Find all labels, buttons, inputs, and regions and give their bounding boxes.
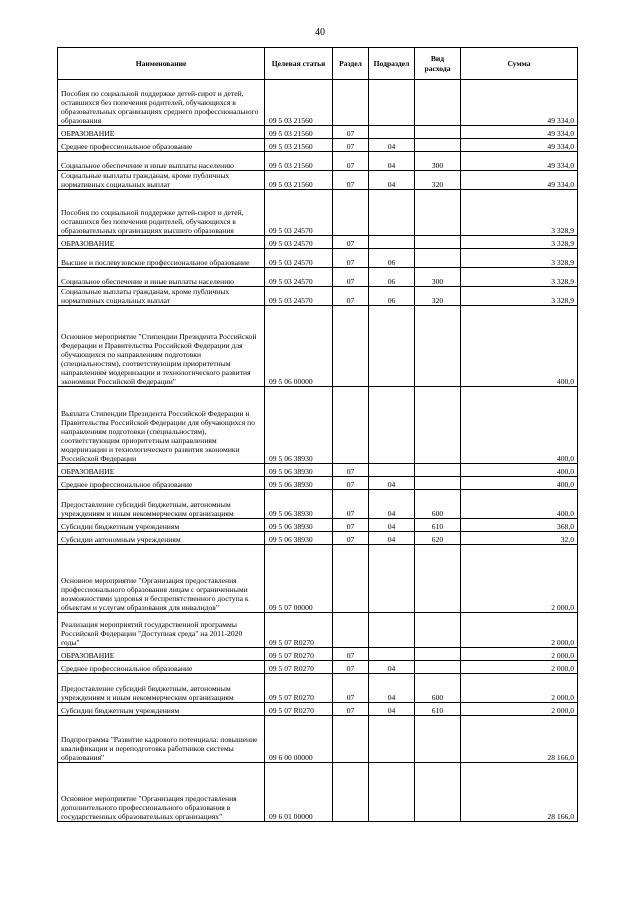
table-cell-subsection: 04	[369, 674, 415, 703]
table-cell-expense-type	[415, 763, 461, 822]
table-cell-name: Основное мероприятие "Стипендии Президента Российской Федерации и Правительства Российской Федерации для обучающихся по направлениям подготовки (специальностям), соответствующим приоритетным направлениям модернизации и технологического развития экономики Российской Федерации"	[58, 306, 265, 387]
table-cell-section	[333, 545, 369, 613]
table-cell-subsection: 04	[369, 703, 415, 716]
table-cell-expense-type	[415, 648, 461, 661]
table-cell-subsection	[369, 236, 415, 249]
table-row	[58, 236, 578, 249]
table-cell-article: 09 5 07 R0270	[265, 648, 333, 661]
table-cell-subsection	[369, 464, 415, 477]
table-cell-article: 09 5 07 R0270	[265, 613, 333, 648]
table-cell-name: ОБРАЗОВАНИЕ	[58, 464, 265, 477]
table-cell-article: 09 5 07 00000	[265, 545, 333, 613]
table-cell-name: Основное мероприятие "Организация предоставления дополнительного профессионального образования в государственных образовательных организациях"	[58, 763, 265, 822]
table-cell-section	[333, 80, 369, 126]
table-cell-name: Предоставление субсидий бюджетным, автономным учреждениям и иным некоммерческим организациям	[58, 490, 265, 519]
table-cell-expense-type	[415, 190, 461, 236]
table-cell-article: 09 5 03 21560	[265, 126, 333, 139]
table-cell-expense-type: 300	[415, 152, 461, 171]
table-cell-expense-type	[415, 613, 461, 648]
table-cell-article: 09 5 06 38930	[265, 477, 333, 490]
table-cell-section: 07	[333, 464, 369, 477]
table-cell-name: Основное мероприятие "Организация предоставления профессионального образования лицам с ограниченными возможностями здоровья и беспрепятственного доступа к объектам и услугам образования для инвалидов"	[58, 545, 265, 613]
table-cell-sum: 49 334,0	[461, 152, 578, 171]
table-cell-name: Пособия по социальной поддержке детей-сирот и детей, оставшихся без попечения родителей, обучающихся в образовательных организациях высшего образования	[58, 190, 265, 236]
table-cell-name: Субсидии бюджетным учреждениям	[58, 519, 265, 532]
table-cell-article: 09 5 06 38930	[265, 532, 333, 545]
table-cell-expense-type	[415, 387, 461, 464]
table-cell-subsection	[369, 80, 415, 126]
table-row	[58, 661, 578, 674]
table-row	[58, 126, 578, 139]
table-cell-name: Подпрограмма "Развитие кадрового потенциала: повышение квалификации и переподготовка работников системы образования"	[58, 716, 265, 763]
table-cell-section: 07	[333, 152, 369, 171]
table-cell-sum: 28 166,0	[461, 763, 578, 822]
table-cell-subsection: 04	[369, 661, 415, 674]
table-cell-sum: 368,0	[461, 519, 578, 532]
table-cell-sum: 2 000,0	[461, 648, 578, 661]
table-row	[58, 532, 578, 545]
table-cell-sum: 400,0	[461, 477, 578, 490]
table-cell-expense-type	[415, 477, 461, 490]
table-row	[58, 139, 578, 152]
table-cell-section: 07	[333, 674, 369, 703]
table-cell-subsection: 04	[369, 477, 415, 490]
table-cell-subsection	[369, 648, 415, 661]
header-subsection: Подраздел	[369, 48, 415, 80]
table-cell-sum: 49 334,0	[461, 80, 578, 126]
table-cell-section: 07	[333, 661, 369, 674]
header-expense-type: Вид расхода	[415, 48, 461, 80]
table-cell-sum: 400,0	[461, 464, 578, 477]
table-cell-expense-type: 620	[415, 532, 461, 545]
table-cell-subsection: 04	[369, 152, 415, 171]
table-cell-expense-type: 610	[415, 703, 461, 716]
table-body	[58, 80, 578, 822]
table-cell-section	[333, 716, 369, 763]
table-cell-name: ОБРАЗОВАНИЕ	[58, 648, 265, 661]
table-row	[58, 648, 578, 661]
table-cell-sum: 49 334,0	[461, 171, 578, 190]
table-row	[58, 490, 578, 519]
table-cell-name: ОБРАЗОВАНИЕ	[58, 126, 265, 139]
table-cell-article: 09 6 01 00000	[265, 763, 333, 822]
table-row	[58, 703, 578, 716]
table-cell-section	[333, 306, 369, 387]
table-cell-subsection	[369, 613, 415, 648]
table-row	[58, 80, 578, 126]
table-cell-subsection	[369, 306, 415, 387]
table-cell-article: 09 5 03 21560	[265, 152, 333, 171]
table-cell-sum: 3 328,9	[461, 287, 578, 306]
table-cell-sum: 49 334,0	[461, 139, 578, 152]
table-cell-subsection	[369, 190, 415, 236]
table-cell-section: 07	[333, 171, 369, 190]
table-cell-name: Субсидии бюджетным учреждениям	[58, 703, 265, 716]
table-cell-section: 07	[333, 126, 369, 139]
table-cell-name: Среднее профессиональное образование	[58, 139, 265, 152]
table-cell-sum: 3 328,9	[461, 249, 578, 268]
table-cell-name: ОБРАЗОВАНИЕ	[58, 236, 265, 249]
table-cell-expense-type: 320	[415, 171, 461, 190]
table-cell-name: Реализация мероприятий государственной программы Российской Федерации "Доступная среда" на 2011-2020 годы"	[58, 613, 265, 648]
table-row	[58, 716, 578, 763]
table-cell-subsection: 04	[369, 490, 415, 519]
table-cell-expense-type	[415, 126, 461, 139]
table-cell-section: 07	[333, 236, 369, 249]
table-cell-name: Социальные выплаты гражданам, кроме публичных нормативных социальных выплат	[58, 287, 265, 306]
table-cell-sum: 2 000,0	[461, 703, 578, 716]
table-cell-section: 07	[333, 532, 369, 545]
table-cell-subsection	[369, 387, 415, 464]
table-cell-subsection: 04	[369, 519, 415, 532]
table-cell-expense-type: 600	[415, 490, 461, 519]
table-cell-expense-type: 600	[415, 674, 461, 703]
table-cell-name: Среднее профессиональное образование	[58, 477, 265, 490]
table-cell-name: Выплата Стипендии Президента Российской Федерации и Правительства Российской Федерации для обучающихся по направлениям подготовки (специальностям), соответствующим приоритетным направлениям модернизации и технологического развития экономики Российской Федерации	[58, 387, 265, 464]
table-cell-expense-type	[415, 139, 461, 152]
table-row	[58, 268, 578, 287]
table-cell-sum: 2 000,0	[461, 674, 578, 703]
table-row	[58, 306, 578, 387]
table-cell-sum: 49 334,0	[461, 126, 578, 139]
table-cell-article: 09 5 07 R0270	[265, 703, 333, 716]
table-row	[58, 287, 578, 306]
table-cell-expense-type: 610	[415, 519, 461, 532]
table-cell-subsection: 06	[369, 268, 415, 287]
table-cell-article: 09 5 03 21560	[265, 80, 333, 126]
table-row	[58, 674, 578, 703]
table-cell-section: 07	[333, 477, 369, 490]
table-cell-section: 07	[333, 519, 369, 532]
table-cell-expense-type	[415, 80, 461, 126]
table-cell-sum: 400,0	[461, 306, 578, 387]
table-row	[58, 545, 578, 613]
table-cell-section: 07	[333, 287, 369, 306]
table-row	[58, 519, 578, 532]
table-cell-expense-type	[415, 661, 461, 674]
table-cell-article: 09 5 03 24570	[265, 249, 333, 268]
table-cell-article: 09 5 03 24570	[265, 236, 333, 249]
table-cell-sum: 3 328,9	[461, 190, 578, 236]
table-cell-section: 07	[333, 648, 369, 661]
table-row	[58, 464, 578, 477]
table-cell-section: 07	[333, 703, 369, 716]
header-article: Целевая статья	[265, 48, 333, 80]
table-cell-subsection	[369, 763, 415, 822]
table-cell-section	[333, 387, 369, 464]
table-cell-name: Социальное обеспечение и иные выплаты населению	[58, 152, 265, 171]
table-cell-name: Пособия по социальной поддержке детей-сирот и детей, оставшихся без попечения родителей, обучающихся в образовательных организациях среднего профессионального образования	[58, 80, 265, 126]
table-cell-subsection: 04	[369, 139, 415, 152]
table-cell-subsection: 06	[369, 249, 415, 268]
table-row	[58, 249, 578, 268]
table-cell-name: Высшее и послевузовское профессиональное образование	[58, 249, 265, 268]
table-cell-expense-type	[415, 236, 461, 249]
table-cell-section: 07	[333, 139, 369, 152]
table-cell-subsection	[369, 545, 415, 613]
table-cell-article: 09 5 07 R0270	[265, 674, 333, 703]
header-sum: Сумма	[461, 48, 578, 80]
table-cell-sum: 3 328,9	[461, 236, 578, 249]
table-cell-section: 07	[333, 490, 369, 519]
table-row	[58, 152, 578, 171]
table-row	[58, 613, 578, 648]
table-header-row	[58, 48, 578, 80]
table-cell-expense-type	[415, 716, 461, 763]
table-cell-article: 09 5 06 00000	[265, 306, 333, 387]
table-cell-article: 09 5 06 38930	[265, 464, 333, 477]
header-name: Наименование	[58, 48, 265, 80]
table-cell-section: 07	[333, 249, 369, 268]
table-cell-expense-type	[415, 249, 461, 268]
table-cell-name: Социальное обеспечение и иные выплаты населению	[58, 268, 265, 287]
table-cell-sum: 3 328,9	[461, 268, 578, 287]
table-cell-expense-type: 300	[415, 268, 461, 287]
table-cell-subsection: 04	[369, 171, 415, 190]
table-cell-article: 09 5 06 38930	[265, 519, 333, 532]
table-cell-article: 09 5 03 24570	[265, 190, 333, 236]
table-cell-section	[333, 190, 369, 236]
table-cell-article: 09 5 06 38930	[265, 387, 333, 464]
table-cell-section	[333, 763, 369, 822]
table-cell-subsection: 06	[369, 287, 415, 306]
table-cell-article: 09 5 07 R0270	[265, 661, 333, 674]
header-section: Раздел	[333, 48, 369, 80]
table-cell-subsection	[369, 716, 415, 763]
table-cell-subsection: 04	[369, 532, 415, 545]
table-cell-article: 09 5 06 38930	[265, 490, 333, 519]
table-row	[58, 763, 578, 822]
table-cell-subsection	[369, 126, 415, 139]
table-cell-sum: 400,0	[461, 490, 578, 519]
table-cell-section	[333, 613, 369, 648]
table-cell-sum: 28 166,0	[461, 716, 578, 763]
table-cell-article: 09 6 00 00000	[265, 716, 333, 763]
table-cell-section: 07	[333, 268, 369, 287]
table-row	[58, 190, 578, 236]
table-cell-expense-type	[415, 464, 461, 477]
table-cell-sum: 2 000,0	[461, 545, 578, 613]
table-cell-sum: 2 000,0	[461, 661, 578, 674]
table-row	[58, 387, 578, 464]
table-row	[58, 477, 578, 490]
table-row	[58, 171, 578, 190]
table-cell-article: 09 5 03 21560	[265, 139, 333, 152]
table-cell-sum: 32,0	[461, 532, 578, 545]
table-cell-article: 09 5 03 21560	[265, 171, 333, 190]
table-cell-article: 09 5 03 24570	[265, 287, 333, 306]
table-cell-expense-type: 320	[415, 287, 461, 306]
page-number: 40	[315, 27, 325, 38]
table-cell-name: Среднее профессиональное образование	[58, 661, 265, 674]
table-cell-expense-type	[415, 545, 461, 613]
table-cell-article: 09 5 03 24570	[265, 268, 333, 287]
table-cell-sum: 2 000,0	[461, 613, 578, 648]
table-cell-name: Субсидии автономным учреждениям	[58, 532, 265, 545]
table-cell-expense-type	[415, 306, 461, 387]
budget-table	[57, 47, 578, 822]
table-cell-name: Предоставление субсидий бюджетным, автономным учреждениям и иным некоммерческим организациям	[58, 674, 265, 703]
table-cell-name: Социальные выплаты гражданам, кроме публичных нормативных социальных выплат	[58, 171, 265, 190]
table-cell-sum: 400,0	[461, 387, 578, 464]
